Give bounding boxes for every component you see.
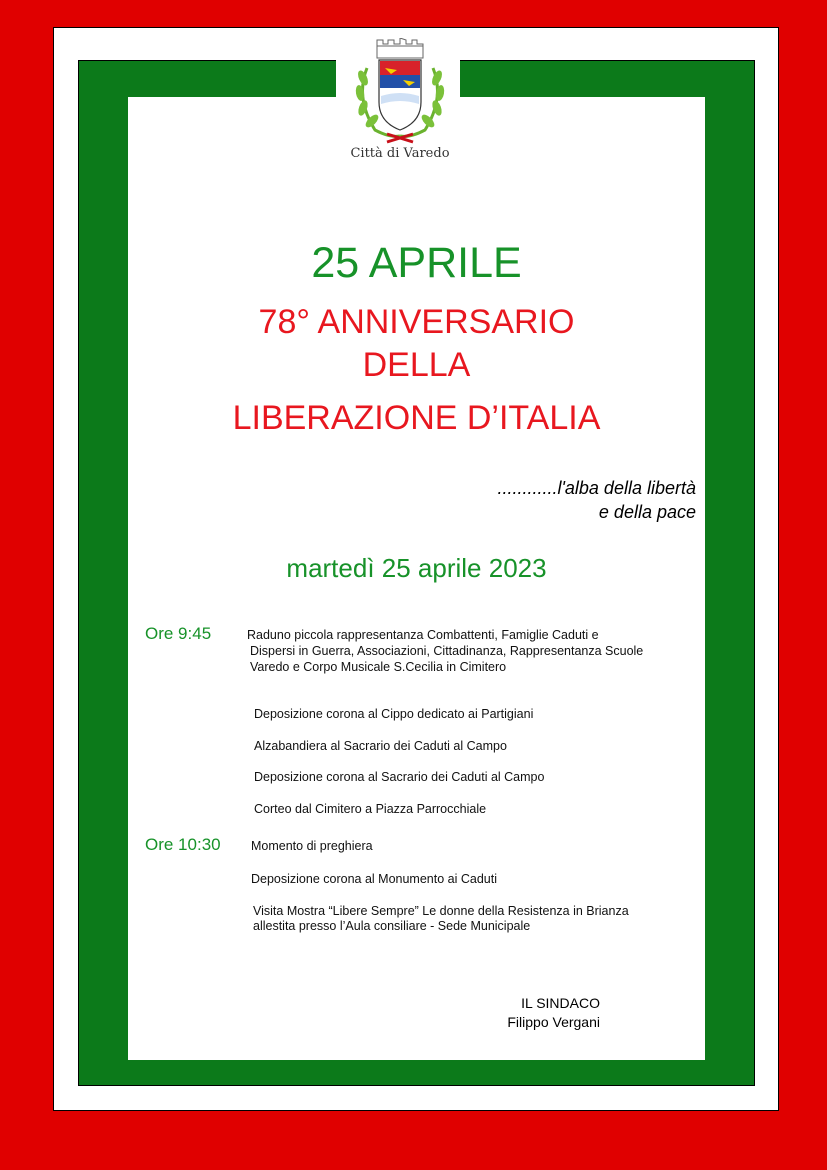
headline-liberation: LIBERAZIONE D’ITALIA [232, 399, 601, 437]
motto-line-1: ............l'alba della libertà [497, 478, 696, 498]
program-item: Deposizione corona al Monumento ai Caduti [251, 872, 497, 886]
program-item: Deposizione corona al Cippo dedicato ai Partigiani [254, 707, 534, 721]
headline-date: 25 APRILE [311, 239, 522, 287]
time-first: Ore 9:45 [145, 624, 212, 643]
varedo-coat-of-arms-icon [345, 38, 455, 148]
program-item: Corteo dal Cimitero a Piazza Parrocchiale [254, 802, 487, 816]
city-name: Città di Varedo [350, 146, 450, 161]
program-item: Alzabandiera al Sacrario dei Caduti al Campo [254, 739, 507, 753]
program-intro-line: Raduno piccola rappresentanza Combattenti, Famiglie Caduti e [247, 628, 599, 642]
headline-anniversary: 78° ANNIVERSARIO [258, 303, 575, 341]
motto-line-2: e della pace [598, 502, 696, 522]
event-date: martedì 25 aprile 2023 [286, 553, 547, 583]
program-item: allestita presso l’Aula consiliare - Sede Municipale [253, 919, 531, 933]
signature-name: Filippo Vergani [507, 1014, 600, 1030]
program-intro-line: Varedo e Corpo Musicale S.Cecilia in Cimitero [250, 660, 507, 674]
time-second: Ore 10:30 [145, 835, 221, 854]
program-intro-line: Dispersi in Guerra, Associazioni, Cittadinanza, Rappresentanza Scuole [250, 644, 644, 658]
headline-della: DELLA [362, 346, 471, 384]
signature-role: IL SINDACO [521, 995, 600, 1011]
program-item: Visita Mostra “Libere Sempre” Le donne della Resistenza in Brianza [253, 904, 629, 918]
program-item: Deposizione corona al Sacrario dei Caduti al Campo [254, 770, 545, 784]
program-item: Momento di preghiera [251, 839, 373, 853]
motto [497, 476, 696, 524]
